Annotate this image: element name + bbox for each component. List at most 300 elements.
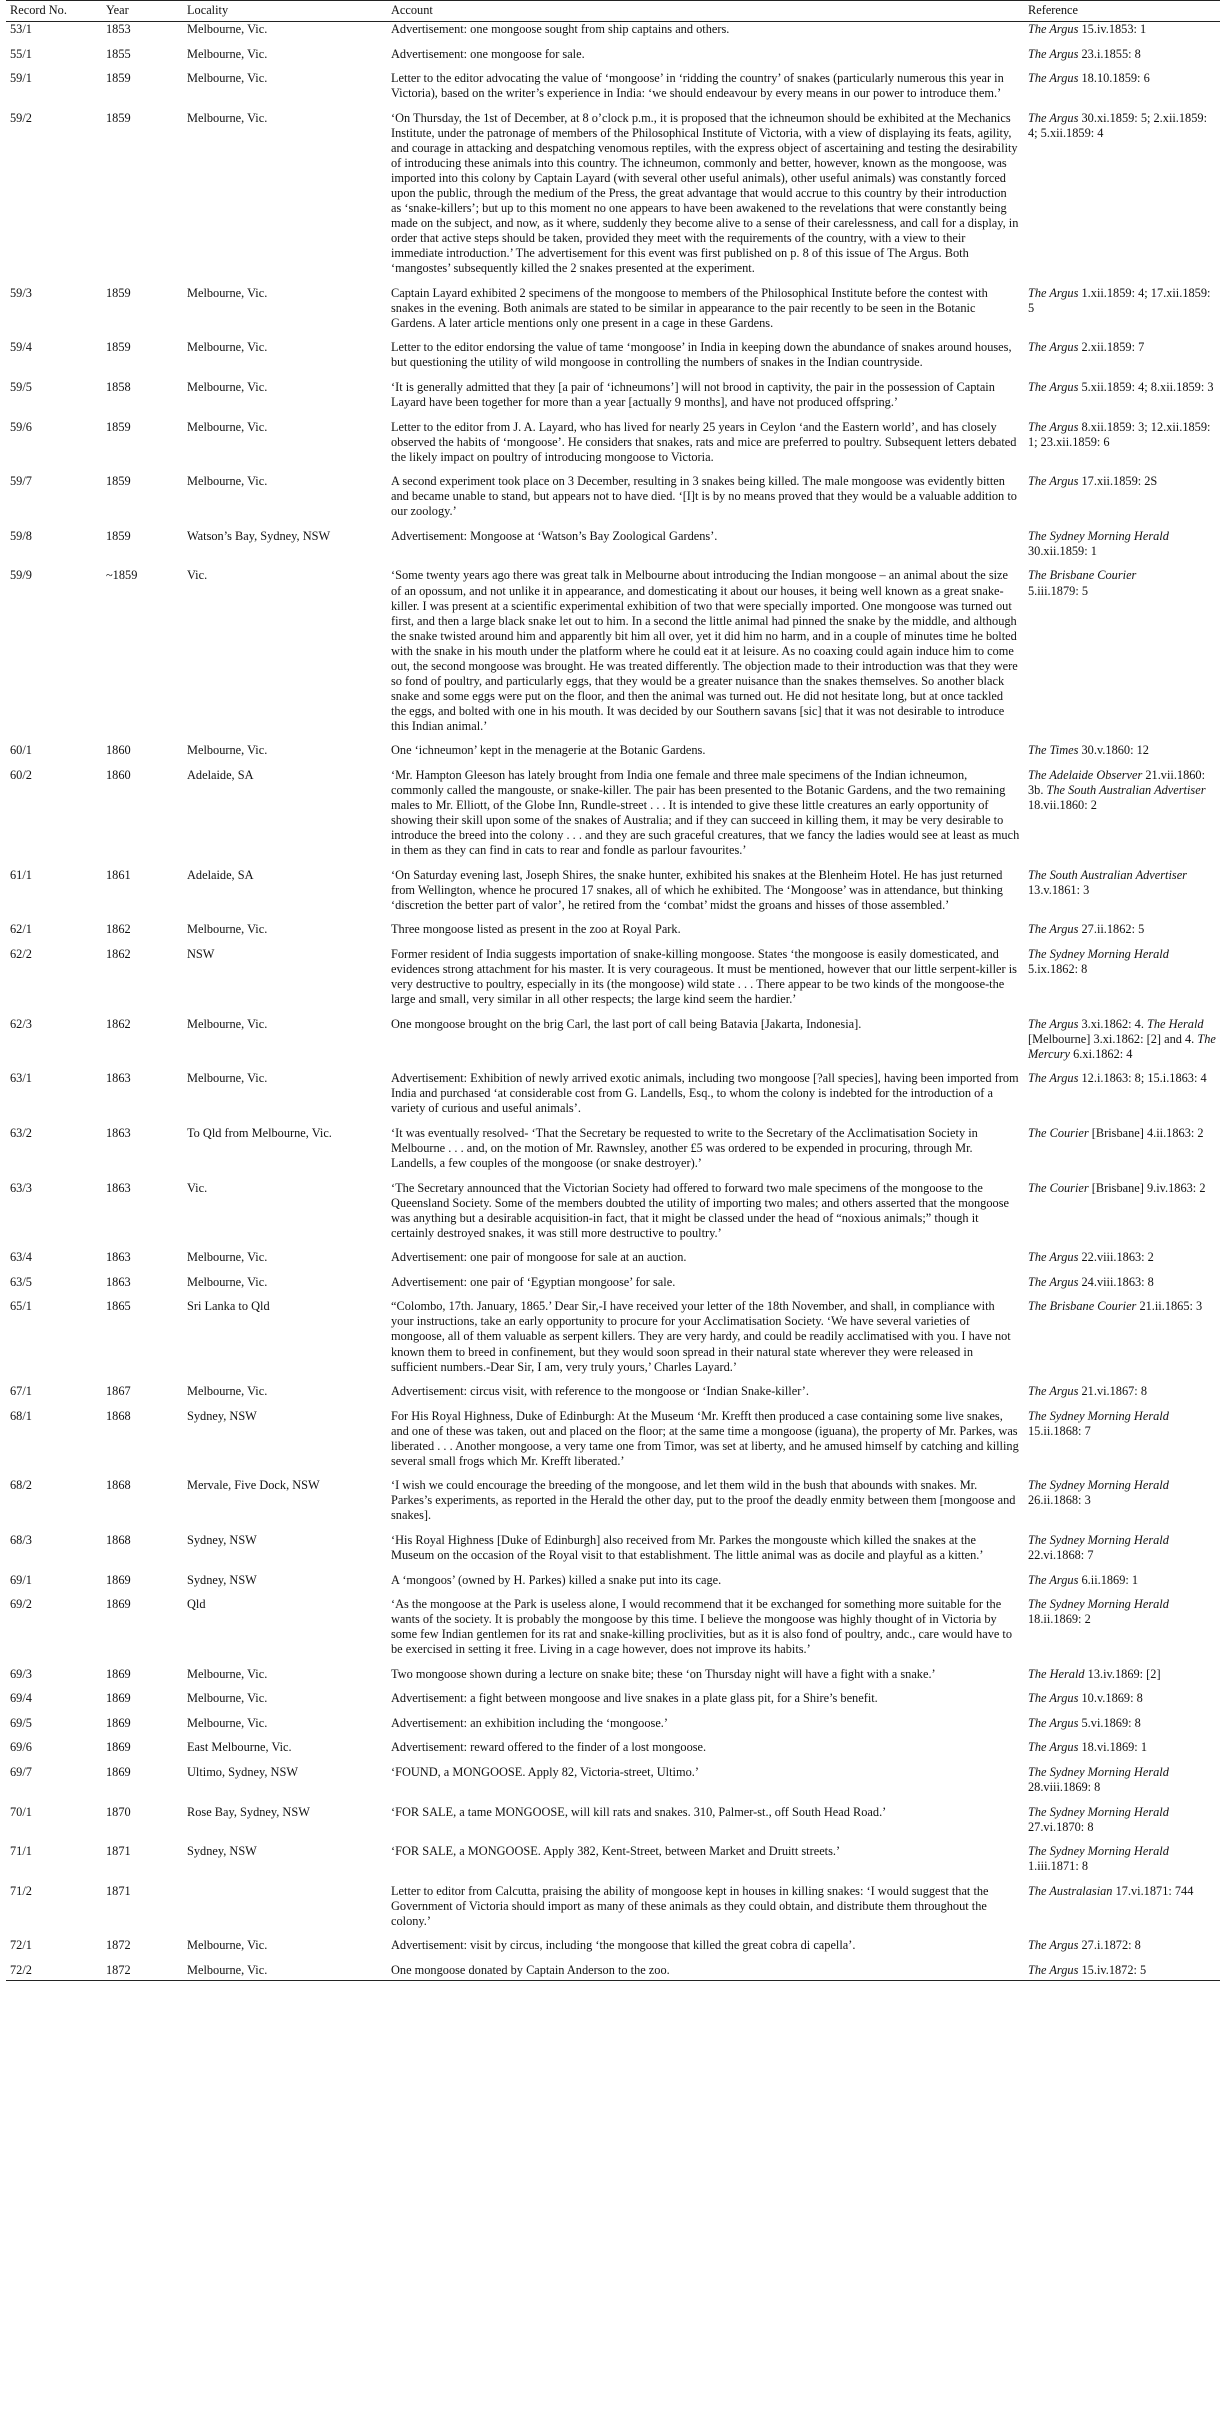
- reference-publication: The Argus: [1028, 1071, 1079, 1086]
- cell-record-no: 69/3: [10, 1666, 32, 1681]
- reference-publication: The Brisbane Courier: [1028, 1299, 1137, 1314]
- cell-account: ‘On Thursday, the 1st of December, at 8 o’clock p.m., it is proposed that the ichneumon should be exhibited at the Mechanics Institute, under the patronage of members of the Philosophical Institute of Victoria, with a view of displaying its feats, agility, and courage in attacking and despatching venomous reptiles, with the express object of ascertaining and testing the desirability of introducing these animals into this country. The ichneumon, commonly and better, however, known as the mongoose, was imported into this colony by Captain Layard (with several other useful animals), other useful animals) was constantly forced upon the public, through the medium of the Press, the great advantage that would accrue to this country by their introduction as ‘snake-killers’; but up to this moment no one appears to have been awakened to the revelations that were constantly being made on the subject, and now, as it where, suddenly they become alive to a sense of their carelessness, and call for a display, in order that active steps should be taken, provided they meet with the requirements of the country, with a view to their immediate introduction.’ The advertisement for this event was first published on p. 8 of this issue of The Argus. Both ‘mangostes’ subsequently killed the 2 snakes presented at the experiment.: [391, 110, 1019, 276]
- cell-year: 1869: [106, 1740, 131, 1755]
- table-header: [6, 1, 1220, 22]
- cell-locality: Sydney, NSW: [187, 1408, 257, 1423]
- cell-locality: East Melbourne, Vic.: [187, 1740, 292, 1755]
- cell-locality: Sydney, NSW: [187, 1572, 257, 1587]
- reference-citation: 23.i.1855: 8: [1078, 46, 1141, 61]
- table-row: [6, 1597, 1220, 1667]
- table-row: [6, 922, 1220, 947]
- reference-publication: The Sydney Morning Herald: [1028, 1532, 1169, 1547]
- reference-citation: 30.xi.1859: 5; 2.xii.1859: 4; 5.xii.1859: 4: [1028, 110, 1208, 140]
- reference-citation: 15.ii.1868: 7: [1028, 1423, 1091, 1438]
- cell-year: 1859: [106, 110, 131, 125]
- reference-citation: 28.viii.1869: 8: [1028, 1780, 1101, 1795]
- table-row: [6, 474, 1220, 529]
- cell-locality: Ultimo, Sydney, NSW: [187, 1765, 298, 1779]
- cell-record-no: 59/5: [10, 379, 32, 394]
- cell-year: 1863: [106, 1250, 131, 1265]
- cell-reference: [1024, 743, 1220, 768]
- cell-reference: [1024, 768, 1220, 868]
- reference-publication: The Argus: [1028, 379, 1079, 394]
- reference-citation: 30.xii.1859: 1: [1028, 543, 1097, 558]
- cell-locality: To Qld from Melbourne, Vic.: [187, 1125, 332, 1140]
- cell-account: A second experiment took place on 3 December, resulting in 3 snakes being killed. The male mongoose was evidently bitten and became unable to stand, but appears not to have died. ‘[I]t is by no means proved that they would be a valuable addition to our zoology.’: [391, 474, 1017, 519]
- reference-citation: 18.10.1859: 6: [1078, 71, 1150, 86]
- cell-year: 1869: [106, 1691, 131, 1706]
- reference-publication: The Argus: [1028, 1274, 1079, 1289]
- table-row: [6, 768, 1220, 868]
- cell-locality: Melbourne, Vic.: [187, 22, 268, 37]
- reference-citation: 26.ii.1868: 3: [1028, 1493, 1091, 1508]
- reference-citation: 18.ii.1869: 2: [1028, 1612, 1091, 1627]
- reference-citation: 6.xi.1862: 4: [1070, 1046, 1133, 1061]
- cell-account: Advertisement: one pair of ‘Egyptian mongoose’ for sale.: [391, 1274, 676, 1289]
- table-row: [6, 1126, 1220, 1181]
- cell-locality: Adelaide, SA: [187, 768, 254, 783]
- cell-locality: Rose Bay, Sydney, NSW: [187, 1804, 310, 1819]
- cell-reference: [1024, 71, 1220, 111]
- cell-reference: [1024, 1844, 1220, 1884]
- reference-publication: The Adelaide Observer: [1028, 768, 1143, 783]
- table-row: [6, 1740, 1220, 1765]
- table-row: [6, 529, 1220, 569]
- cell-locality: Melbourne, Vic.: [187, 1016, 268, 1031]
- cell-reference: [1024, 22, 1220, 47]
- cell-account: Two mongoose shown during a lecture on snake bite; these ‘on Thursday night will have a fight with a snake.’: [391, 1666, 936, 1681]
- cell-record-no: 59/6: [10, 419, 32, 434]
- reference-publication: The Argus: [1028, 1962, 1079, 1977]
- cell-reference: [1024, 947, 1220, 1017]
- reference-publication: The Argus: [1028, 71, 1079, 86]
- cell-account: Advertisement: a fight between mongoose and live snakes in a plate glass pit, for a Shire’s benefit.: [391, 1691, 878, 1706]
- cell-record-no: 63/5: [10, 1274, 32, 1289]
- table-row: [6, 47, 1220, 72]
- reference-publication: The South Australian Advertiser: [1046, 783, 1206, 798]
- reference-publication: The South Australian Advertiser: [1028, 867, 1187, 882]
- reference-publication: The Argus: [1028, 1715, 1079, 1730]
- cell-account: ‘Mr. Hampton Gleeson has lately brought from India one female and three male specimens of the Indian ichneumon, commonly called the mangouste, or snake-killer. The pair has been presented to the Botanic Gardens, and the two remaining males to Mr. Elliott, of the Globe Inn, Rundle-street . . . It is intended to give these little creatures an early opportunity of showing their skill upon some of the snakes of Australia; and if they can succeed in killing them, it may be very desirable to introduce the breed into the colony . . . and they are such graceful creatures, that we fancy the ladies would see at least as much in them as they can find in cats to rear and fondle as parlour favourites.’: [391, 768, 1020, 858]
- cell-reference: [1024, 1478, 1220, 1533]
- reference-publication: The Mercury: [1028, 1031, 1216, 1061]
- cell-record-no: 63/3: [10, 1180, 32, 1195]
- cell-locality: Melbourne, Vic.: [187, 922, 268, 937]
- cell-record-no: 68/3: [10, 1532, 32, 1547]
- cell-locality: NSW: [187, 946, 215, 961]
- cell-account: ‘FOR SALE, a MONGOOSE. Apply 382, Kent-Street, between Market and Druitt streets.’: [391, 1844, 841, 1859]
- cell-reference: [1024, 868, 1220, 923]
- reference-citation: 21.vi.1867: 8: [1078, 1384, 1147, 1399]
- cell-account: A ‘mongoos’ (owned by H. Parkes) killed a snake put into its cage.: [391, 1572, 722, 1587]
- cell-record-no: 53/1: [10, 22, 32, 37]
- reference-citation: 1.iii.1871: 8: [1028, 1859, 1089, 1874]
- cell-reference: [1024, 1181, 1220, 1251]
- cell-account: “Colombo, 17th. January, 1865.’ Dear Sir,-I have received your letter of the 18th November, and shall, in compliance with your instructions, take an early opportunity to procure for your Acclimatisation Society. ‘We have several varieties of mongoose, all of them valuable as serpent killers. They are very hardy, and could be readily acclimatised with you. I have not known them to breed in confinement, but they would soon spread in their natural state wherever they were released in sufficient numbers.-Dear Sir, I am, very truly yours,’ Charles Layard.’: [391, 1299, 1011, 1374]
- reference-publication: The Argus: [1028, 285, 1079, 300]
- reference-citation: [Brisbane] 9.iv.1863: 2: [1088, 1180, 1206, 1195]
- col-header-record-no: Record No.: [6, 1, 102, 22]
- cell-record-no: 60/1: [10, 743, 32, 758]
- reference-publication: The Sydney Morning Herald: [1028, 1408, 1169, 1423]
- table-row: [6, 947, 1220, 1017]
- reference-citation: 18.vi.1869: 1: [1078, 1740, 1147, 1755]
- cell-locality: Mervale, Five Dock, NSW: [187, 1478, 320, 1493]
- cell-reference: [1024, 420, 1220, 475]
- cell-year: ~1859: [106, 568, 138, 583]
- table-row: [6, 1667, 1220, 1692]
- cell-record-no: 62/2: [10, 946, 32, 961]
- cell-year: 1859: [106, 474, 131, 489]
- cell-locality: Melbourne, Vic.: [187, 71, 268, 86]
- cell-account: ‘The Secretary announced that the Victorian Society had offered to forward two male specimens of the mongoose to the Queensland Society. Some of the members doubted the utility of importing two males; and others asserted that the mongoose was anything but a desirable acquisition-in fact, that it might be classed under the head of “noxious animals;” though it certainly destroyed snakes, it was still more destructive to poultry.’: [391, 1180, 1009, 1240]
- cell-year: 1859: [106, 285, 131, 300]
- cell-reference: [1024, 286, 1220, 341]
- reference-publication: The Argus: [1028, 922, 1079, 937]
- reference-publication: The Brisbane Courier: [1028, 568, 1137, 583]
- cell-reference: [1024, 1597, 1220, 1667]
- table-row: [6, 1573, 1220, 1598]
- cell-year: 1859: [106, 528, 131, 543]
- reference-publication: The Argus: [1028, 1572, 1079, 1587]
- reference-publication: The Argus: [1028, 1691, 1079, 1706]
- cell-reference: [1024, 47, 1220, 72]
- reference-publication: The Argus: [1028, 1384, 1079, 1399]
- table-row: [6, 22, 1220, 47]
- reference-publication: The Sydney Morning Herald: [1028, 1597, 1169, 1612]
- cell-record-no: 63/2: [10, 1125, 32, 1140]
- reference-citation: 24.viii.1863: 8: [1078, 1274, 1154, 1289]
- cell-account: Letter to the editor endorsing the value of tame ‘mongoose’ in India in keeping down the abundance of snakes around houses, but questioning the utility of wild mongoose in controlling the numbers of snakes in the Indian countryside.: [391, 340, 1012, 370]
- table-row: [6, 1181, 1220, 1251]
- cell-locality: Melbourne, Vic.: [187, 474, 268, 489]
- cell-year: 1865: [106, 1299, 131, 1314]
- reference-publication: The Argus: [1028, 1250, 1079, 1265]
- cell-record-no: 63/4: [10, 1250, 32, 1265]
- cell-record-no: 59/7: [10, 474, 32, 489]
- table-row: [6, 568, 1220, 743]
- cell-record-no: 72/2: [6, 1963, 102, 1981]
- table-row: [6, 743, 1220, 768]
- cell-year: 1859: [106, 419, 131, 434]
- reference-publication: The Sydney Morning Herald: [1028, 1765, 1169, 1779]
- cell-locality: Sydney, NSW: [187, 1532, 257, 1547]
- cell-record-no: 59/3: [10, 285, 32, 300]
- reference-citation: 12.i.1863: 8; 15.i.1863: 4: [1078, 1071, 1207, 1086]
- reference-publication: The Argus: [1028, 110, 1079, 125]
- cell-account: Letter to the editor advocating the value of ‘mongoose’ in ‘ridding the country’ of snakes (particularly numerous this year in Victoria), based on the writer’s experience in India: ‘we should endeavour by every means in our power to introduce them.’: [391, 71, 1004, 101]
- table-row: [6, 286, 1220, 341]
- cell-account: ‘FOR SALE, a tame MONGOOSE, will kill rats and snakes. 310, Palmer-st., off South Head Road.’: [391, 1804, 887, 1819]
- cell-record-no: 71/2: [10, 1883, 32, 1898]
- table-row: [6, 1765, 1220, 1805]
- col-header-year: Year: [102, 1, 183, 22]
- cell-reference: [1024, 1667, 1220, 1692]
- reference-citation: 5.vi.1869: 8: [1078, 1715, 1141, 1730]
- cell-account: One mongoose brought on the brig Carl, the last port of call being Batavia [Jakarta, Indonesia].: [391, 1016, 862, 1031]
- table-row: [6, 868, 1220, 923]
- cell-account: ‘On Saturday evening last, Joseph Shires, the snake hunter, exhibited his snakes at the Blenheim Hotel. He has just returned from Wellington, whence he procured 17 snakes, all of which he exhibited. The ‘Mongoose’ was in attendance, but thinking ‘discretion the better part of valor’, he retired from the ‘combat’ midst the groans and hisses of those assembled.’: [391, 867, 1003, 912]
- reference-publication: The Argus: [1028, 1016, 1079, 1031]
- table-row: [6, 1884, 1220, 1939]
- cell-reference: [1024, 1299, 1220, 1384]
- reference-citation: 3.xi.1862: 4.: [1078, 1016, 1147, 1031]
- cell-reference: [1024, 1740, 1220, 1765]
- records-table: [6, 0, 1220, 1981]
- reference-publication: The Courier: [1028, 1125, 1089, 1140]
- cell-record-no: 68/1: [10, 1408, 32, 1423]
- reference-publication: The Argus: [1028, 1740, 1079, 1755]
- reference-citation: 15.iv.1853: 1: [1078, 22, 1147, 37]
- reference-citation: 18.vii.1860: 2: [1028, 798, 1097, 813]
- cell-reference: [1024, 1716, 1220, 1741]
- reference-citation: 21.ii.1865: 3: [1136, 1299, 1203, 1314]
- reference-publication: The Argus: [1028, 419, 1079, 434]
- table-row: [6, 1716, 1220, 1741]
- reference-citation: 5.ix.1862: 8: [1028, 962, 1088, 977]
- cell-year: 1868: [106, 1408, 131, 1423]
- cell-year: 1862: [106, 922, 131, 937]
- table-row: [6, 1409, 1220, 1479]
- reference-citation: 5.xii.1859: 4; 8.xii.1859: 3: [1078, 379, 1214, 394]
- table-row: [6, 1299, 1220, 1384]
- table-row: [6, 420, 1220, 475]
- cell-account: ‘It was eventually resolved- ‘That the Secretary be requested to write to the Secretary of the Acclimatisation Society in Melbourne . . . and, on the motion of Mr. Rawnsley, another £5 was ordered to be expended in procuring, through Mr. Landells, a few couples of the mongoose (or snake destroyer).’: [391, 1125, 978, 1171]
- cell-reference: [1024, 1884, 1220, 1939]
- table-row: [6, 1250, 1220, 1275]
- table-row: [6, 1384, 1220, 1409]
- cell-locality: Melbourne, Vic.: [187, 1250, 268, 1265]
- reference-citation: 17.vi.1871: 744: [1112, 1883, 1194, 1898]
- cell-locality: Watson’s Bay, Sydney, NSW: [187, 528, 331, 543]
- cell-year: 1869: [106, 1572, 131, 1587]
- reference-citation: 2.xii.1859: 7: [1078, 340, 1145, 355]
- cell-reference: [1024, 1250, 1220, 1275]
- cell-account: For His Royal Highness, Duke of Edinburgh: At the Museum ‘Mr. Krefft then produced a case containing some live snakes, and one of these was taken, out and placed on the floor; at the same time a mongoose (iguana), the property of Mr. Parkes, was liberated . . . Another mongoose, a very tame one from Timor, was set at liberty, and he amused himself by catching and killing several small frogs which Mr. Krefft liberated.’: [391, 1408, 1019, 1468]
- table-row: [6, 1963, 1220, 1981]
- cell-year: 1862: [106, 1016, 131, 1031]
- cell-account: Advertisement: one mongoose sought from ship captains and others.: [391, 22, 730, 37]
- cell-record-no: 70/1: [10, 1804, 32, 1819]
- cell-year: 1871: [106, 1883, 131, 1898]
- cell-year: 1872: [102, 1963, 183, 1981]
- cell-year: 1869: [106, 1765, 131, 1779]
- cell-year: 1855: [106, 46, 131, 61]
- reference-publication: The Sydney Morning Herald: [1028, 528, 1169, 543]
- cell-record-no: 55/1: [10, 46, 32, 61]
- reference-publication: The Argus: [1028, 474, 1079, 489]
- reference-citation: 1.xii.1859: 4; 17.xii.1859: 5: [1028, 285, 1211, 315]
- header-row: [6, 1, 1220, 22]
- reference-citation: [Melbourne] 3.xi.1862: [2] and 4.: [1028, 1031, 1198, 1046]
- cell-reference: [1024, 922, 1220, 947]
- cell-locality: Melbourne, Vic.: [187, 1071, 268, 1086]
- cell-year: 1871: [106, 1844, 131, 1859]
- table-row: [6, 1071, 1220, 1126]
- reference-publication: The Sydney Morning Herald: [1028, 1804, 1169, 1819]
- cell-reference: [1024, 529, 1220, 569]
- cell-year: 1869: [106, 1715, 131, 1730]
- reference-publication: The Sydney Morning Herald: [1028, 946, 1169, 961]
- cell-record-no: 59/9: [10, 568, 32, 583]
- cell-account: ‘As the mongoose at the Park is useless alone, I would recommend that it be exchanged for something more suitable for the wants of the society. It is probably the mongoose by this time. I believe the mongoose was highly thought of in Victoria by some few Indian gentlemen for its rat and snake-killing proclivities, but as it is also fond of poultry, andc., care would have to be exercised in setting it free. Living in a cage however, does not improve its habits.’: [391, 1597, 1013, 1657]
- reference-citation: 22.viii.1863: 2: [1078, 1250, 1154, 1265]
- cell-account: Letter to the editor from J. A. Layard, who has lived for nearly 25 years in Ceylon ‘and the Eastern world’, and has closely observed the habits of ‘mongoose’. He considers that snakes, rats and mice are preferred to poultry. Subsequent letters debated the likely impact on poultry of introducing mongoose to Victoria.: [391, 419, 1017, 464]
- col-header-account: Account: [387, 1, 1024, 22]
- reference-publication: The Sydney Morning Herald: [1028, 1478, 1169, 1493]
- cell-locality: Melbourne, Vic.: [187, 285, 268, 300]
- cell-locality: Vic.: [187, 568, 208, 583]
- cell-account: Letter to editor from Calcutta, praising the ability of mongoose kept in houses in killing snakes: ‘I would suggest that the Government of Victoria should import as many of these animals as they could obtain, and distribute them throughout the colony.’: [391, 1883, 989, 1928]
- cell-year: 1853: [106, 22, 131, 37]
- cell-account: Captain Layard exhibited 2 specimens of the mongoose to members of the Philosophical Institute before the contest with snakes in the evening. Both animals are stated to be similar in appearance to the pair recently to be seen in the Botanic Gardens. A later article mentions only one present in a cage in these Gardens.: [391, 285, 988, 330]
- cell-record-no: 68/2: [10, 1478, 32, 1493]
- cell-year: 1862: [106, 946, 131, 961]
- cell-reference: [1024, 568, 1220, 743]
- cell-year: 1868: [106, 1532, 131, 1547]
- reference-citation: 6.ii.1869: 1: [1078, 1572, 1139, 1587]
- cell-reference: [1024, 1533, 1220, 1573]
- reference-citation: 21.vii.1860: 3b.: [1028, 768, 1206, 798]
- cell-account: ‘I wish we could encourage the breeding of the mongoose, and let them wild in the bush that abounds with snakes. Mr. Parkes’s experiments, as reported in the Herald the other day, put to the proof the deadly enmity between them [mongoose and snakes].: [391, 1478, 1016, 1523]
- cell-record-no: 59/2: [10, 110, 32, 125]
- cell-reference: [1024, 1071, 1220, 1126]
- cell-year: 1869: [106, 1597, 131, 1612]
- reference-publication: The Argus: [1028, 340, 1079, 355]
- cell-record-no: 59/4: [10, 340, 32, 355]
- cell-locality: Melbourne, Vic.: [187, 340, 268, 355]
- cell-locality: Sri Lanka to Qld: [187, 1299, 270, 1314]
- cell-record-no: 59/1: [10, 71, 32, 86]
- cell-year: 1859: [106, 340, 131, 355]
- col-header-reference: Reference: [1024, 1, 1220, 22]
- table-row: [6, 1478, 1220, 1533]
- cell-year: 1867: [106, 1384, 131, 1399]
- cell-record-no: 71/1: [10, 1844, 32, 1859]
- cell-record-no: 63/1: [10, 1071, 32, 1086]
- cell-record-no: 69/5: [10, 1715, 32, 1730]
- cell-locality: Adelaide, SA: [187, 867, 254, 882]
- cell-reference: [1024, 340, 1220, 380]
- cell-record-no: 69/4: [10, 1691, 32, 1706]
- cell-record-no: 65/1: [10, 1299, 32, 1314]
- table-body: [6, 22, 1220, 1981]
- table-row: [6, 1533, 1220, 1573]
- cell-reference: [1024, 1275, 1220, 1300]
- reference-citation: 22.vi.1868: 7: [1028, 1548, 1094, 1563]
- cell-record-no: 62/3: [10, 1016, 32, 1031]
- cell-locality: Sydney, NSW: [187, 1844, 257, 1859]
- cell-record-no: 69/1: [10, 1572, 32, 1587]
- cell-year: 1868: [106, 1478, 131, 1493]
- cell-account: Advertisement: visit by circus, including ‘the mongoose that killed the great cobra di capella’.: [391, 1938, 856, 1953]
- cell-account: Advertisement: reward offered to the finder of a lost mongoose.: [391, 1740, 707, 1755]
- cell-account: Three mongoose listed as present in the zoo at Royal Park.: [391, 922, 681, 937]
- cell-record-no: 69/2: [10, 1597, 32, 1612]
- cell-year: 1858: [106, 379, 131, 394]
- table-row: [6, 1691, 1220, 1716]
- cell-locality: Melbourne, Vic.: [187, 46, 268, 61]
- reference-citation: [Brisbane] 4.ii.1863: 2: [1088, 1125, 1204, 1140]
- table-row: [6, 1017, 1220, 1072]
- cell-reference: [1024, 1126, 1220, 1181]
- cell-account: Advertisement: circus visit, with reference to the mongoose or ‘Indian Snake-killer’.: [391, 1384, 809, 1399]
- cell-reference: [1024, 1573, 1220, 1598]
- reference-citation: 27.ii.1862: 5: [1078, 922, 1145, 937]
- cell-year: 1869: [106, 1666, 131, 1681]
- cell-account: Former resident of India suggests importation of snake-killing mongoose. States ‘the mongoose is easily domesticated, and evidences strong attachment for his master. It is very courageous. It must be mentioned, however that our little serpent-killer is very destructive to poultry, especially in its (the mongoose) wild state . . . There appear to be two kinds of the mongoose-the large and small, very similar in all other respects; the large kind seem the hardier.’: [391, 946, 1017, 1007]
- table-row: [6, 111, 1220, 286]
- cell-reference: [1024, 1384, 1220, 1409]
- cell-locality: Melbourne, Vic.: [187, 743, 268, 758]
- cell-account: ‘His Royal Highness [Duke of Edinburgh] also received from Mr. Parkes the mongouste which killed the snakes at the Museum on the occasion of the Royal visit to that establishment. The little animal was as docile and playful as a kitten.’: [391, 1532, 984, 1563]
- cell-year: 1870: [106, 1804, 131, 1819]
- cell-account: Advertisement: Mongoose at ‘Watson’s Bay Zoological Gardens’.: [391, 528, 718, 543]
- cell-account: Advertisement: one pair of mongoose for sale at an auction.: [391, 1250, 687, 1265]
- cell-account: Advertisement: an exhibition including the ‘mongoose.’: [391, 1715, 668, 1730]
- reference-citation: 30.v.1860: 12: [1078, 743, 1149, 758]
- cell-locality: Melbourne, Vic.: [187, 1274, 268, 1289]
- cell-record-no: 69/6: [10, 1740, 32, 1755]
- cell-locality: Qld: [187, 1597, 206, 1612]
- table-row: [6, 1844, 1220, 1884]
- reference-publication: The Courier: [1028, 1180, 1089, 1195]
- table-row: [6, 1275, 1220, 1300]
- cell-year: 1863: [106, 1071, 131, 1086]
- reference-citation: 15.iv.1872: 5: [1078, 1962, 1147, 1977]
- table-row: [6, 380, 1220, 420]
- cell-locality: Melbourne, Vic.: [187, 1715, 268, 1730]
- reference-publication: The Herald: [1147, 1016, 1204, 1031]
- cell-year: 1861: [106, 867, 131, 882]
- cell-year: 1859: [106, 71, 131, 86]
- reference-citation: 27.i.1872: 8: [1078, 1938, 1141, 1953]
- cell-account: Advertisement: Exhibition of newly arrived exotic animals, including two mongoose [?all species], having been imported from India and purchased ‘at considerable cost from G. Landells, Esq., to whom the colony is indebted for the introduction of a variety of curious and useful animals’.: [391, 1071, 1019, 1116]
- cell-locality: Melbourne, Vic.: [187, 1666, 268, 1681]
- reference-citation: 10.v.1869: 8: [1078, 1691, 1143, 1706]
- reference-publication: The Herald: [1028, 1666, 1085, 1681]
- cell-reference: [1024, 1938, 1220, 1963]
- cell-locality: [183, 1884, 387, 1939]
- cell-reference: [1024, 1765, 1220, 1805]
- reference-publication: The Sydney Morning Herald: [1028, 1844, 1169, 1859]
- table-row: [6, 1938, 1220, 1963]
- reference-citation: 13.iv.1869: [2]: [1084, 1666, 1161, 1681]
- cell-year: 1863: [106, 1125, 131, 1140]
- col-header-locality: Locality: [183, 1, 387, 22]
- table-row: [6, 1805, 1220, 1845]
- cell-record-no: 69/7: [10, 1765, 32, 1779]
- cell-year: 1872: [106, 1938, 131, 1953]
- cell-record-no: 60/2: [10, 768, 32, 783]
- cell-locality: Melbourne, Vic.: [187, 1384, 268, 1399]
- cell-reference: [1024, 474, 1220, 529]
- cell-reference: [1024, 1409, 1220, 1479]
- cell-account: Advertisement: one mongoose for sale.: [391, 46, 585, 61]
- reference-publication: The Argus: [1028, 22, 1079, 37]
- reference-citation: 8.xii.1859: 3; 12.xii.1859: 1; 23.xii.1859: 6: [1028, 419, 1211, 449]
- cell-reference: [1024, 380, 1220, 420]
- cell-reference: [1024, 1691, 1220, 1716]
- cell-locality: Melbourne, Vic.: [187, 1691, 268, 1706]
- table-row: [6, 340, 1220, 380]
- cell-year: 1863: [106, 1180, 131, 1195]
- cell-locality: Melbourne, Vic.: [187, 1938, 268, 1953]
- cell-record-no: 72/1: [10, 1938, 32, 1953]
- cell-locality: Melbourne, Vic.: [187, 379, 268, 394]
- cell-year: 1863: [106, 1274, 131, 1289]
- cell-account: ‘FOUND, a MONGOOSE. Apply 82, Victoria-street, Ultimo.’: [391, 1765, 699, 1779]
